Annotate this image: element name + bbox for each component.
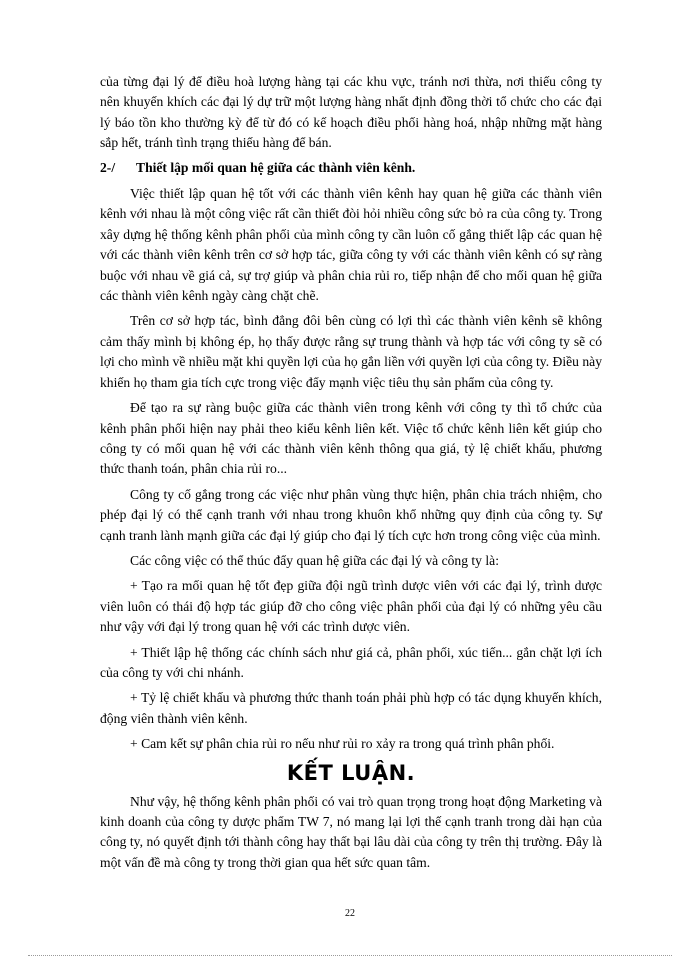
list-item: + Cam kết sự phân chia rủi ro nếu như rủi ro xảy ra trong quá trình phân phối. — [130, 736, 555, 752]
paragraph-tasks-intro: Các công việc có thể thúc đẩy quan hệ giữa các đại lý và công ty là: — [130, 552, 499, 568]
paragraph-relationship-intro: Việc thiết lập quan hệ tốt với các thành viên kênh hay quan hệ giữa các thành viên kênh với nhau là một công việc rất cần thiết đòi hỏi nhiều công sức bỏ ra của công ty. Trong xây dựng hệ thống kênh phân phối của mình công ty cần luôn cố gắng thiết lập các quan hệ với các thành viên kênh trên cơ sở hợp tác, giữa công ty với các thành viên kênh có sự ràng buộc với nhau về giá cả, sự trợ giúp và phân chia rủi ro, tiếp nhận để cho mối quan hệ giữa các thành viên kênh ngày càng chặt chẽ. — [100, 186, 602, 304]
paragraph-linked-channel: Để tạo ra sự ràng buộc giữa các thành viên trong kênh với công ty thì tổ chức của kênh phân phối hiện nay phải theo kiểu kênh liên kết. Việc tổ chức kênh liên kết giúp cho công ty có mối quan hệ với các thành viên kênh thông qua giá, tỷ lệ chiết khấu, phương thức thanh toán, phân chia rủi ro... — [100, 400, 602, 477]
page-content — [100, 72, 602, 878]
section-heading — [100, 158, 602, 178]
conclusion-title: KẾT LUẬN. — [286, 760, 416, 785]
section-number: 2-/ — [100, 159, 116, 175]
page-number: 22 — [345, 908, 355, 919]
list-item: + Tỷ lệ chiết khấu và phương thức thanh toán phải phù hợp có tác dụng khuyến khích, động viên thành viên kênh. — [100, 690, 602, 726]
list-item: + Thiết lập hệ thống các chính sách như giá cả, phân phối, xúc tiến... gắn chặt lợi ích của công ty với chi nhánh. — [100, 644, 602, 680]
paragraph-cooperation: Trên cơ sở hợp tác, bình đẳng đôi bên cùng có lợi thì các thành viên kênh sẽ không cảm thấy mình bị không ép, họ thấy được rằng sự trung thành và hợp tác với công ty sẽ có lợi cho mình về nhiều mặt khi quyền lợi của họ gắn liền với quyền lợi của công ty. Điều này khiến họ tham gia tích cực trong việc đẩy mạnh việc tiêu thụ sản phẩm của công ty. — [100, 313, 602, 390]
conclusion-paragraph: Như vậy, hệ thống kênh phân phối có vai trò quan trọng trong hoạt động Marketing và kinh doanh của công ty dược phẩm TW 7, nó mang lại lợi thế cạnh tranh trong dài hạn của công ty, nó quyết định tới thành công hay thất bại lâu dài của công ty trên thị trường. Đây là một vấn đề mà công ty trong thời gian qua hết sức quan tâm. — [100, 793, 602, 870]
paragraph-competition: Công ty cố gắng trong các việc như phân vùng thực hiện, phân chia trách nhiệm, cho phép đại lý có thể cạnh tranh với nhau trong khuôn khổ những quy định của công ty. Sự cạnh tranh lành mạnh giữa các đại lý giúp cho đại lý tích cực hơn trong công việc của mình. — [100, 486, 602, 543]
footer-divider — [28, 955, 672, 956]
list-item: + Tạo ra mối quan hệ tốt đẹp giữa đội ngũ trình dược viên với các đại lý, trình dược viên luôn có thái độ hợp tác giúp đỡ cho công việc phân phối của đại lý có những yêu cầu như vậy với đại lý trong quan hệ với các trình dược viên. — [100, 578, 602, 635]
section-title: Thiết lập mối quan hệ giữa các thành viên kênh. — [136, 159, 416, 175]
paragraph-continued: của từng đại lý để điều hoà lượng hàng tại các khu vực, tránh nơi thừa, nơi thiếu công ty nên khuyến khích các đại lý dự trữ một lượng hàng nhất định đồng thời tổ chức cho các đại lý báo tồn kho thường kỳ để từ đó có kế hoạch điều phối hàng hoá, nhập những mặt hàng sắp hết, tránh tình trạng thiếu hàng để bán. — [100, 74, 602, 151]
